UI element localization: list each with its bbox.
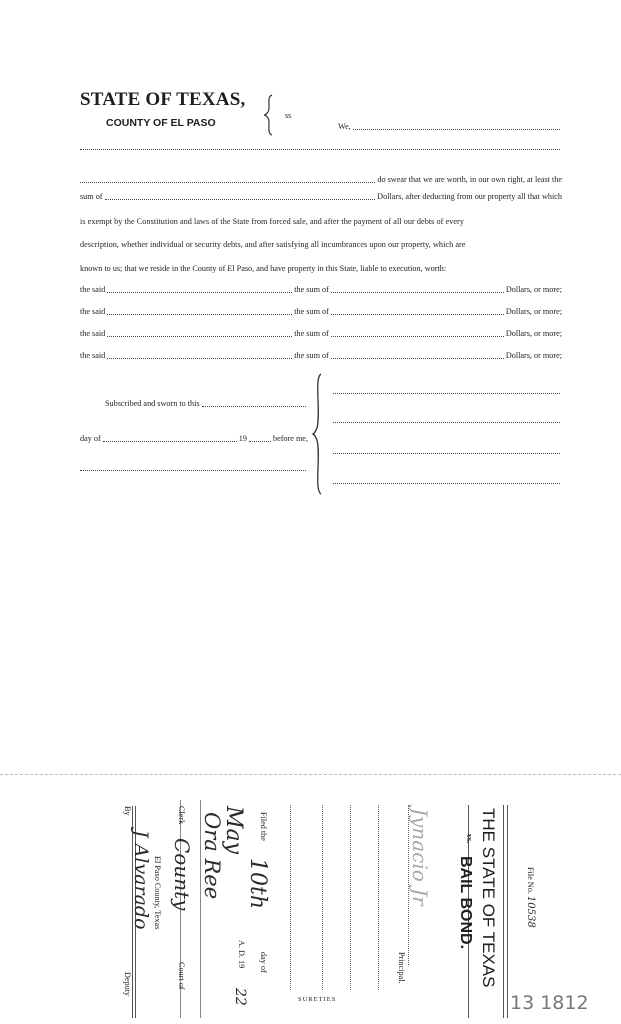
signature-line xyxy=(333,483,562,486)
sum-of-label: sum of xyxy=(80,192,103,201)
county-texas-label: El Paso County, Texas xyxy=(153,856,162,930)
header-brace xyxy=(262,94,276,136)
before-me-text: before me, xyxy=(272,434,308,443)
court-name: County xyxy=(170,838,194,911)
principal-signature: Jynacio Jr xyxy=(408,808,432,906)
sureties-dotted-line xyxy=(290,805,291,990)
file-no: File No. 10538 xyxy=(525,867,536,928)
we-line xyxy=(338,122,562,132)
principal-label: Principal. xyxy=(397,952,406,984)
court-of-label: Court of xyxy=(177,962,186,990)
surety-line: the said the sum of Dollars, or more; xyxy=(80,285,562,294)
sureties-label: SURETIES xyxy=(298,996,337,1003)
exempt-text: is exempt by the Constitution and laws of the State from forced sale, and after the payment of all our debts of every xyxy=(80,217,464,226)
description-text: description, whether individual or security debts, and after satisfying all incumbrances upon our property, which are xyxy=(80,240,466,249)
known-text: known to us; that we reside in the County of El Paso, and have property in this State, liable to execution, worth: xyxy=(80,264,447,273)
clerk-label: Clerk xyxy=(177,806,186,825)
fold-line xyxy=(0,774,621,775)
back-rule xyxy=(503,805,504,1018)
deputy-label: Deputy xyxy=(123,972,132,997)
filed-month: May xyxy=(221,806,246,855)
sureties-dotted-line xyxy=(350,805,351,990)
signature-line xyxy=(333,453,562,456)
back-title-line1: THE STATE OF TEXAS xyxy=(479,808,498,988)
day-of-line xyxy=(80,434,308,444)
swear-text: do swear that we are worth, in our own right, at least the xyxy=(377,175,562,184)
back-vs: vs. xyxy=(465,834,474,844)
blank-line-1 xyxy=(80,149,562,152)
day-of-label: day of xyxy=(80,434,101,443)
sureties-dotted-line xyxy=(322,805,323,990)
filed-year: 22 xyxy=(232,988,248,1006)
surety-line: the said the sum of Dollars, or more; xyxy=(80,329,562,338)
known-line xyxy=(80,264,562,274)
surety-line: the said the sum of Dollars, or more; xyxy=(80,351,562,360)
year-prefix: 19 xyxy=(238,434,247,443)
file-stamp: 13 1812 xyxy=(510,992,589,1014)
we-label: We, xyxy=(338,122,351,131)
state-title: STATE OF TEXAS, xyxy=(80,89,246,110)
subscribed-line xyxy=(105,399,308,409)
by-label: By xyxy=(123,806,132,816)
back-title-line2: BAIL BOND. xyxy=(457,856,474,950)
description-line xyxy=(80,240,562,250)
day-of-label: day of xyxy=(259,952,268,973)
surety-line: the said the sum of Dollars, or more; xyxy=(80,307,562,316)
ss-mark: ss xyxy=(285,111,292,120)
exempt-line xyxy=(80,217,562,227)
county-title: COUNTY OF EL PASO xyxy=(106,117,216,129)
signature-line xyxy=(333,393,562,396)
officer-line xyxy=(80,470,308,473)
swear-line xyxy=(80,175,562,185)
filed-day: 10th xyxy=(245,858,270,910)
ad-label: A. D. 19 xyxy=(237,940,246,969)
subscribed-text: Subscribed and sworn to this xyxy=(105,399,200,408)
sureties-dotted-line xyxy=(378,805,379,990)
deputy-signature: J Alvarado xyxy=(130,830,152,930)
clerk-signature: Ora Ree xyxy=(200,812,224,900)
signature-line xyxy=(333,422,562,425)
dollars-after-text: Dollars, after deducting from our property all that which xyxy=(377,192,562,201)
sum-line xyxy=(80,192,562,202)
jurat-brace xyxy=(310,372,326,496)
back-rule xyxy=(507,805,508,1018)
filed-the-label: Filed the xyxy=(259,812,268,841)
